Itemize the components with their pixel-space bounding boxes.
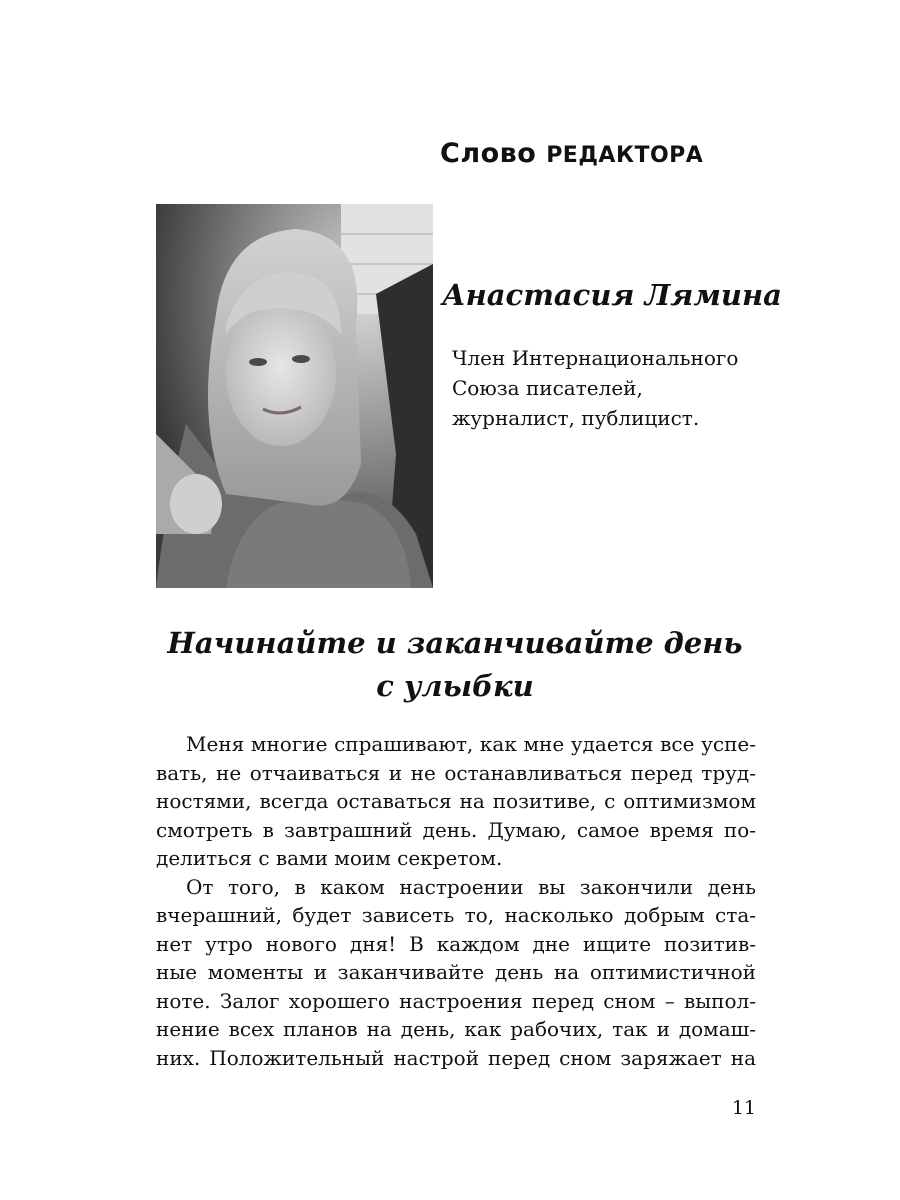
body-line: ные моменты и заканчивайте день на оптимистичной	[156, 960, 756, 984]
article-title	[150, 622, 760, 708]
article-title-line: с улыбки	[376, 669, 534, 703]
author-name: Анастасия Лямина	[442, 278, 782, 312]
author-bio-line: журналист, публицист.	[452, 406, 700, 430]
section-title-small-caps: РЕДАКТОРА	[546, 143, 704, 168]
body-line: них. Положительный настрой перед сном заряжает на	[156, 1045, 756, 1070]
body-line: ноте. Залог хорошего настроения перед сном – выпол-	[156, 988, 756, 1013]
body-line: От того, в каком настроении вы закончили день	[186, 874, 756, 899]
author-bio-line: Член Интернационального	[452, 346, 739, 370]
page-number: 11	[731, 1097, 756, 1119]
article-body	[156, 730, 756, 1072]
body-line: делиться с вами моим секретом.	[156, 846, 503, 870]
body-line: вчерашний, будет зависеть то, насколько добрым ста-	[156, 903, 756, 927]
body-line: Меня многие спрашивают, как мне удается все успе-	[186, 732, 756, 756]
body-line: вать, не отчаиваться и не останавливаться перед труд-	[156, 760, 756, 785]
body-line: нет утро нового дня! В каждом дне ищите позитив-	[156, 931, 756, 956]
body-line: смотреть в завтрашний день. Думаю, самое время по-	[156, 817, 756, 842]
body-line: ностями, всегда оставаться на позитиве, с оптимизмом	[156, 789, 756, 813]
body-line: нение всех планов на день, как рабочих, так и домаш-	[156, 1017, 756, 1041]
section-title-main: Слово	[440, 138, 547, 169]
section-title	[440, 138, 770, 169]
article-title-line: Начинайте и заканчивайте день	[167, 626, 743, 660]
author-bio-line: Союза писателей,	[452, 376, 643, 400]
author-photo	[156, 204, 433, 588]
author-bio	[452, 343, 782, 433]
